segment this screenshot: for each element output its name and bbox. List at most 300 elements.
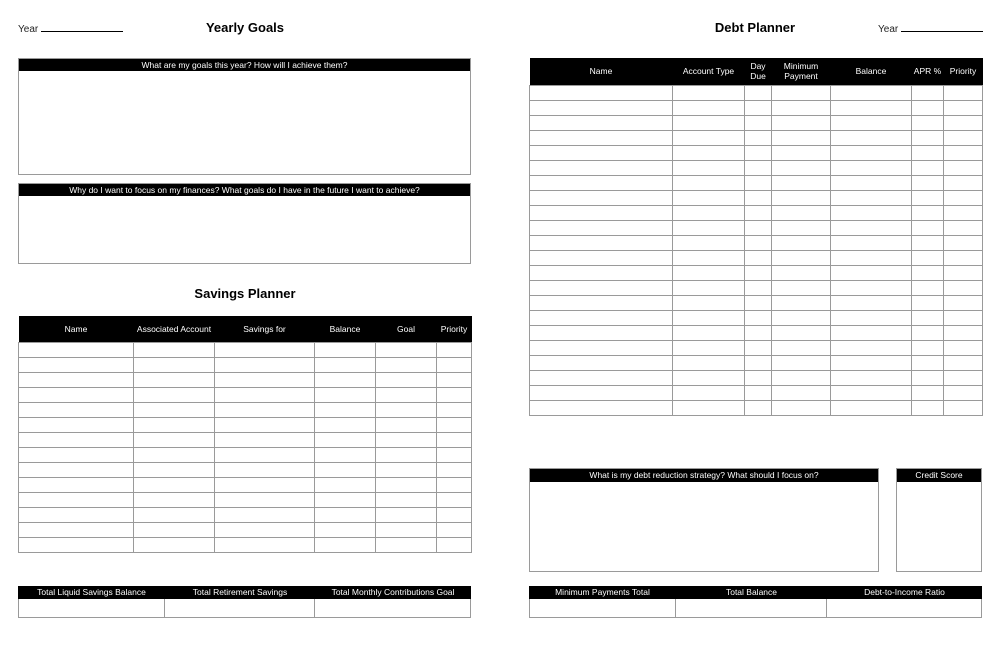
minimum-payments-total-label: Minimum Payments Total	[529, 586, 676, 599]
table-cell[interactable]	[315, 387, 376, 402]
table-cell[interactable]	[315, 342, 376, 357]
table-cell[interactable]	[831, 385, 912, 400]
table-cell[interactable]	[315, 357, 376, 372]
table-cell[interactable]	[673, 145, 745, 160]
year-label: Year	[878, 24, 899, 35]
table-cell[interactable]	[376, 432, 437, 447]
table-cell[interactable]	[315, 477, 376, 492]
total-balance-field[interactable]	[676, 599, 827, 618]
goals-box-1[interactable]	[18, 58, 471, 175]
table-cell[interactable]	[745, 265, 772, 280]
table-cell[interactable]	[831, 400, 912, 415]
table-cell[interactable]	[831, 235, 912, 250]
table-cell[interactable]	[772, 250, 831, 265]
table-row	[530, 100, 983, 115]
table-cell[interactable]	[437, 372, 472, 387]
table-row	[19, 402, 472, 417]
table-cell[interactable]	[315, 372, 376, 387]
table-cell[interactable]	[772, 385, 831, 400]
table-cell[interactable]	[912, 340, 944, 355]
debt-strategy-prompt: What is my debt reduction strategy? What should I focus on?	[530, 469, 878, 482]
credit-score-box[interactable]	[896, 468, 982, 572]
table-cell[interactable]	[134, 417, 215, 432]
table-cell[interactable]	[673, 205, 745, 220]
table-cell[interactable]	[215, 372, 315, 387]
table-cell[interactable]	[944, 385, 983, 400]
table-cell[interactable]	[530, 100, 673, 115]
year-input-line[interactable]	[41, 22, 123, 32]
table-row	[19, 477, 472, 492]
table-cell[interactable]	[315, 492, 376, 507]
table-cell[interactable]	[673, 265, 745, 280]
table-cell[interactable]	[772, 100, 831, 115]
table-cell[interactable]	[19, 507, 134, 522]
table-cell[interactable]	[315, 537, 376, 552]
table-cell[interactable]	[530, 355, 673, 370]
table-cell[interactable]	[912, 220, 944, 235]
table-cell[interactable]	[530, 265, 673, 280]
table-cell[interactable]	[944, 160, 983, 175]
table-cell[interactable]	[530, 325, 673, 340]
table-cell[interactable]	[831, 250, 912, 265]
table-cell[interactable]	[831, 160, 912, 175]
table-row	[530, 205, 983, 220]
debt-header-apr: APR %	[912, 58, 944, 85]
table-cell[interactable]	[912, 295, 944, 310]
table-cell[interactable]	[134, 387, 215, 402]
table-cell[interactable]	[944, 355, 983, 370]
table-cell[interactable]	[315, 402, 376, 417]
table-cell[interactable]	[437, 462, 472, 477]
table-cell[interactable]	[376, 417, 437, 432]
table-cell[interactable]	[376, 537, 437, 552]
table-cell[interactable]	[772, 265, 831, 280]
table-cell[interactable]	[376, 462, 437, 477]
table-cell[interactable]	[376, 342, 437, 357]
table-cell[interactable]	[215, 357, 315, 372]
table-cell[interactable]	[673, 235, 745, 250]
table-cell[interactable]	[134, 477, 215, 492]
table-cell[interactable]	[19, 492, 134, 507]
table-cell[interactable]	[745, 340, 772, 355]
table-cell[interactable]	[831, 370, 912, 385]
debt-header-balance: Balance	[831, 58, 912, 85]
table-row	[19, 462, 472, 477]
table-cell[interactable]	[831, 265, 912, 280]
table-cell[interactable]	[215, 402, 315, 417]
table-cell[interactable]	[944, 325, 983, 340]
debt-planner-year-field[interactable]	[878, 22, 983, 35]
table-cell[interactable]	[745, 370, 772, 385]
table-row	[19, 507, 472, 522]
table-cell[interactable]	[944, 235, 983, 250]
table-cell[interactable]	[215, 417, 315, 432]
table-cell[interactable]	[831, 115, 912, 130]
table-cell[interactable]	[831, 100, 912, 115]
table-cell[interactable]	[376, 447, 437, 462]
table-cell[interactable]	[215, 462, 315, 477]
table-cell[interactable]	[831, 85, 912, 100]
table-row	[530, 85, 983, 100]
table-row	[530, 295, 983, 310]
table-cell[interactable]	[437, 342, 472, 357]
table-cell[interactable]	[315, 507, 376, 522]
table-cell[interactable]	[772, 115, 831, 130]
table-cell[interactable]	[772, 295, 831, 310]
table-cell[interactable]	[376, 387, 437, 402]
table-cell[interactable]	[912, 205, 944, 220]
table-cell[interactable]	[831, 355, 912, 370]
table-cell[interactable]	[912, 265, 944, 280]
table-cell[interactable]	[215, 342, 315, 357]
table-row	[19, 342, 472, 357]
table-cell[interactable]	[376, 357, 437, 372]
table-cell[interactable]	[831, 310, 912, 325]
table-cell[interactable]	[134, 507, 215, 522]
table-cell[interactable]	[437, 432, 472, 447]
table-cell[interactable]	[437, 387, 472, 402]
table-cell[interactable]	[745, 100, 772, 115]
table-cell[interactable]	[831, 130, 912, 145]
year-input-line[interactable]	[901, 22, 983, 32]
table-cell[interactable]	[19, 357, 134, 372]
monthly-contributions-field[interactable]	[315, 599, 471, 618]
table-cell[interactable]	[831, 175, 912, 190]
debt-header-day-due: Day Due	[745, 58, 772, 85]
table-cell[interactable]	[530, 205, 673, 220]
table-cell[interactable]	[215, 507, 315, 522]
table-cell[interactable]	[944, 175, 983, 190]
savings-header-savings-for: Savings for	[215, 316, 315, 342]
table-cell[interactable]	[134, 432, 215, 447]
table-cell[interactable]	[831, 190, 912, 205]
table-cell[interactable]	[673, 370, 745, 385]
table-cell[interactable]	[944, 130, 983, 145]
table-row	[530, 400, 983, 415]
table-cell[interactable]	[912, 250, 944, 265]
debt-strategy-box[interactable]	[529, 468, 879, 572]
table-cell[interactable]	[745, 205, 772, 220]
table-cell[interactable]	[745, 220, 772, 235]
table-cell[interactable]	[772, 85, 831, 100]
table-cell[interactable]	[912, 280, 944, 295]
table-cell[interactable]	[673, 325, 745, 340]
table-cell[interactable]	[19, 417, 134, 432]
table-row	[530, 265, 983, 280]
table-cell[interactable]	[944, 265, 983, 280]
debt-to-income-label: Debt-to-Income Ratio	[827, 586, 982, 599]
table-cell[interactable]	[315, 432, 376, 447]
total-retirement-label: Total Retirement Savings	[165, 586, 315, 599]
table-cell[interactable]	[530, 370, 673, 385]
table-cell[interactable]	[912, 370, 944, 385]
table-cell[interactable]	[772, 130, 831, 145]
table-cell[interactable]	[772, 190, 831, 205]
table-cell[interactable]	[912, 115, 944, 130]
table-cell[interactable]	[944, 85, 983, 100]
table-row	[530, 370, 983, 385]
table-cell[interactable]	[772, 220, 831, 235]
table-cell[interactable]	[673, 250, 745, 265]
table-cell[interactable]	[673, 355, 745, 370]
table-cell[interactable]	[944, 310, 983, 325]
table-cell[interactable]	[530, 295, 673, 310]
debt-to-income-field[interactable]	[827, 599, 982, 618]
table-cell[interactable]	[530, 340, 673, 355]
table-cell[interactable]	[912, 160, 944, 175]
table-cell[interactable]	[19, 447, 134, 462]
table-cell[interactable]	[673, 160, 745, 175]
yearly-goals-year-field[interactable]	[18, 22, 123, 35]
table-cell[interactable]	[772, 400, 831, 415]
table-row	[19, 357, 472, 372]
table-cell[interactable]	[745, 385, 772, 400]
debt-header-account-type: Account Type	[673, 58, 745, 85]
minimum-payments-total-field[interactable]	[529, 599, 676, 618]
table-cell[interactable]	[772, 175, 831, 190]
table-cell[interactable]	[673, 310, 745, 325]
debt-totals	[529, 586, 982, 618]
table-cell[interactable]	[745, 175, 772, 190]
table-cell[interactable]	[134, 342, 215, 357]
table-cell[interactable]	[437, 477, 472, 492]
table-cell[interactable]	[134, 402, 215, 417]
table-cell[interactable]	[944, 190, 983, 205]
table-cell[interactable]	[530, 190, 673, 205]
table-cell[interactable]	[19, 342, 134, 357]
debt-table	[529, 58, 983, 416]
table-cell[interactable]	[530, 145, 673, 160]
table-cell[interactable]	[315, 462, 376, 477]
table-cell[interactable]	[745, 190, 772, 205]
table-cell[interactable]	[673, 175, 745, 190]
table-cell[interactable]	[745, 85, 772, 100]
table-cell[interactable]	[831, 205, 912, 220]
table-cell[interactable]	[745, 160, 772, 175]
table-cell[interactable]	[944, 280, 983, 295]
goals-box-2[interactable]	[18, 183, 471, 264]
table-cell[interactable]	[437, 492, 472, 507]
table-cell[interactable]	[19, 537, 134, 552]
table-cell[interactable]	[912, 385, 944, 400]
table-cell[interactable]	[772, 310, 831, 325]
table-cell[interactable]	[912, 175, 944, 190]
table-cell[interactable]	[215, 522, 315, 537]
table-cell[interactable]	[745, 325, 772, 340]
table-row	[530, 145, 983, 160]
table-cell[interactable]	[215, 537, 315, 552]
table-cell[interactable]	[944, 145, 983, 160]
savings-planner-title: Savings Planner	[194, 286, 296, 301]
table-cell[interactable]	[745, 400, 772, 415]
table-cell[interactable]	[831, 295, 912, 310]
table-row	[19, 522, 472, 537]
table-cell[interactable]	[315, 417, 376, 432]
table-cell[interactable]	[673, 295, 745, 310]
table-cell[interactable]	[912, 400, 944, 415]
table-row	[530, 355, 983, 370]
total-balance-label: Total Balance	[676, 586, 827, 599]
savings-table	[18, 316, 472, 553]
table-cell[interactable]	[912, 310, 944, 325]
debt-header-name: Name	[530, 58, 673, 85]
table-cell[interactable]	[912, 100, 944, 115]
table-cell[interactable]	[215, 432, 315, 447]
table-cell[interactable]	[673, 340, 745, 355]
table-cell[interactable]	[437, 537, 472, 552]
table-cell[interactable]	[376, 402, 437, 417]
table-cell[interactable]	[530, 235, 673, 250]
table-cell[interactable]	[530, 400, 673, 415]
table-cell[interactable]	[745, 355, 772, 370]
table-cell[interactable]	[19, 387, 134, 402]
table-cell[interactable]	[673, 220, 745, 235]
table-cell[interactable]	[530, 130, 673, 145]
table-row	[530, 325, 983, 340]
table-cell[interactable]	[772, 280, 831, 295]
table-cell[interactable]	[530, 220, 673, 235]
table-cell[interactable]	[912, 325, 944, 340]
table-cell[interactable]	[134, 357, 215, 372]
table-cell[interactable]	[530, 175, 673, 190]
table-row	[19, 492, 472, 507]
table-cell[interactable]	[944, 115, 983, 130]
table-cell[interactable]	[215, 387, 315, 402]
table-cell[interactable]	[772, 145, 831, 160]
table-cell[interactable]	[944, 340, 983, 355]
table-cell[interactable]	[437, 357, 472, 372]
table-cell[interactable]	[912, 85, 944, 100]
table-cell[interactable]	[912, 355, 944, 370]
table-cell[interactable]	[376, 372, 437, 387]
table-cell[interactable]	[530, 385, 673, 400]
table-cell[interactable]	[134, 537, 215, 552]
table-cell[interactable]	[745, 280, 772, 295]
table-cell[interactable]	[134, 462, 215, 477]
table-row	[530, 160, 983, 175]
table-cell[interactable]	[437, 402, 472, 417]
table-row	[530, 220, 983, 235]
table-cell[interactable]	[376, 477, 437, 492]
table-row	[19, 432, 472, 447]
table-cell[interactable]	[912, 235, 944, 250]
table-cell[interactable]	[673, 385, 745, 400]
table-cell[interactable]	[912, 130, 944, 145]
table-cell[interactable]	[745, 295, 772, 310]
table-cell[interactable]	[772, 355, 831, 370]
table-cell[interactable]	[772, 235, 831, 250]
table-cell[interactable]	[772, 160, 831, 175]
table-cell[interactable]	[437, 522, 472, 537]
table-cell[interactable]	[831, 340, 912, 355]
table-cell[interactable]	[19, 462, 134, 477]
debt-header-minimum-payment: Minimum Payment	[772, 58, 831, 85]
table-cell[interactable]	[745, 115, 772, 130]
table-cell[interactable]	[530, 160, 673, 175]
total-retirement-field[interactable]	[165, 599, 315, 618]
table-cell[interactable]	[673, 400, 745, 415]
table-cell[interactable]	[745, 310, 772, 325]
table-cell[interactable]	[315, 522, 376, 537]
table-cell[interactable]	[944, 100, 983, 115]
table-cell[interactable]	[19, 477, 134, 492]
table-cell[interactable]	[831, 280, 912, 295]
table-cell[interactable]	[530, 250, 673, 265]
table-cell[interactable]	[745, 250, 772, 265]
table-cell[interactable]	[772, 370, 831, 385]
table-cell[interactable]	[673, 280, 745, 295]
table-cell[interactable]	[437, 417, 472, 432]
table-cell[interactable]	[134, 492, 215, 507]
table-cell[interactable]	[772, 205, 831, 220]
table-cell[interactable]	[437, 447, 472, 462]
table-cell[interactable]	[831, 220, 912, 235]
table-cell[interactable]	[673, 190, 745, 205]
table-cell[interactable]	[673, 115, 745, 130]
table-cell[interactable]	[19, 372, 134, 387]
table-cell[interactable]	[944, 370, 983, 385]
table-row	[19, 537, 472, 552]
table-cell[interactable]	[19, 522, 134, 537]
table-cell[interactable]	[944, 220, 983, 235]
table-cell[interactable]	[134, 522, 215, 537]
goals-prompt-2: Why do I want to focus on my finances? What goals do I have in the future I want to achieve?	[19, 184, 470, 196]
table-cell[interactable]	[530, 310, 673, 325]
table-cell[interactable]	[944, 295, 983, 310]
table-cell[interactable]	[673, 130, 745, 145]
table-cell[interactable]	[437, 507, 472, 522]
table-cell[interactable]	[745, 130, 772, 145]
table-cell[interactable]	[944, 250, 983, 265]
table-cell[interactable]	[530, 115, 673, 130]
table-cell[interactable]	[673, 85, 745, 100]
table-cell[interactable]	[376, 522, 437, 537]
savings-header-name: Name	[19, 316, 134, 342]
table-row	[530, 235, 983, 250]
table-cell[interactable]	[745, 235, 772, 250]
table-cell[interactable]	[530, 85, 673, 100]
table-cell[interactable]	[772, 325, 831, 340]
table-cell[interactable]	[831, 145, 912, 160]
table-cell[interactable]	[315, 447, 376, 462]
table-cell[interactable]	[745, 145, 772, 160]
total-liquid-savings-field[interactable]	[18, 599, 165, 618]
table-cell[interactable]	[912, 190, 944, 205]
table-cell[interactable]	[134, 447, 215, 462]
table-cell[interactable]	[19, 402, 134, 417]
table-cell[interactable]	[944, 205, 983, 220]
table-row	[530, 280, 983, 295]
table-cell[interactable]	[831, 325, 912, 340]
goals-prompt-1: What are my goals this year? How will I achieve them?	[19, 59, 470, 71]
table-cell[interactable]	[376, 507, 437, 522]
table-cell[interactable]	[772, 340, 831, 355]
table-cell[interactable]	[134, 372, 215, 387]
table-cell[interactable]	[215, 477, 315, 492]
table-cell[interactable]	[530, 280, 673, 295]
table-row	[530, 175, 983, 190]
table-cell[interactable]	[215, 447, 315, 462]
table-cell[interactable]	[215, 492, 315, 507]
table-row	[530, 115, 983, 130]
table-cell[interactable]	[673, 100, 745, 115]
table-cell[interactable]	[376, 492, 437, 507]
table-cell[interactable]	[912, 145, 944, 160]
debt-planner-title: Debt Planner	[714, 20, 796, 35]
table-cell[interactable]	[19, 432, 134, 447]
table-cell[interactable]	[944, 400, 983, 415]
savings-header-priority: Priority	[437, 316, 472, 342]
